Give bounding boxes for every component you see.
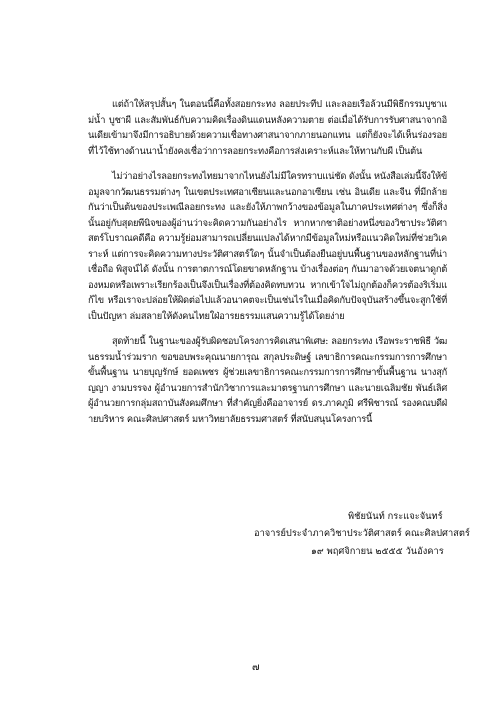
paragraph-origins: แต่ถ้าให้สรุปสั้นๆ ในตอนนี้คือทั้งสอยกระทง ลอยประทีป และลอยเรือล้วนมีพิธีกรรมบูชาแม่น้ำ บูชาผี และสัมพันธ์กับความคิดเรื่องดินแดนหลังความตาย ต่อเมื่อได้รับการรับศาสนาจากอินเดียเข้ามาจึงมีการอธิบายด้วยความเชื่อทางศาสนาจากภายนอกแทน แต่ก็ยังจะได้เห็นร่องรอยที่ไว้ใช้ทางด้านนาน้ำยังคงเชื่อว่าการลอยกระทงคือการส่งเคราะห์และให้ทานกับผี เป็นต้น xyxy=(88,99,447,157)
signature-date: ๑๙ พฤศจิกายน ๒๕๕๕ วันอังคาร xyxy=(311,546,444,557)
signature-name: พิชัยนันท์ กระแจะจันทร์ xyxy=(348,511,443,522)
paragraph-evidence: ไม่ว่าอย่างไรลอยกระทงไทยมาจากไหนยังไม่มีใครทราบแน่ชัด ดังนั้น หนังสือเล่มนี้จึงให้ข้อมูลจากวัฒนธรรมต่างๆ ในเขตประเทศอาเซียนและนอกอาเซียน เช่น อินเดีย และจีน ที่มีกล้ายกันว่าเป็นต้นของประเพณีลอยกระทง และยังให้ภาพกว้างของข้อมูลในภาคประเทศต่างๆ ซึ่งก็สิ่งนั้นอยู่กับสุดยพีนิจของผู้อ่านว่าจะคิดความกันอย่างไร หากหากชาติอย่างหนึ่งของวิชาประวัติศาสตร์โบราณคดีคือ ความรู้ย่อมสามารถเปลี่ยนแปลงได้หากมีข้อมูลใหม่หรือแนวคิดใหม่ที่ช่วยวิเคราะห์ แต่การจะคิดความทางประวัติศาสตร์ใดๆ นั้นจำเป็นต้องยืนอยู่บนพื้นฐานของหลักฐานที่น่าเชื่อถือ พิสูจน์ได้ ดังนั้น การตาตการณ์โดยขาดหลักฐาน บ้างเรื่องต่อๆ กันมาอาจด้วยเจตนาดูกต้องหมดหรือเพราะเรียกร้องเป็นจึงเป็นเรื่องที่ต้องคิดทบทวน หากเข้าใจไม่ถูกต้องก็ควรต้องริเริ่มแก้ไข หรือเราจะปล่อยให้ผิดต่อไปแล้วอนาคตจะเป็นเช่นไรในเมื่อคิดกับปัจจุบันสร้างขึ้นจะสูกใช้ที่เป็นปัญหา ล่มสลายให้ดังคนไทยใฝ่อารยธรรมแสนความรู้ได้โดยง่าย xyxy=(88,171,447,322)
preface-body xyxy=(88,97,447,427)
signature-title: อาจารย์ประจำภาควิชาประวัติศาสตร์ คณะศิลปศาสตร์ xyxy=(254,528,470,539)
page-number: ๗ xyxy=(252,662,260,673)
paragraph-acknowledgements: สุดท้ายนี้ ในฐานะของผู้รับผิดชอบโครงการคิดเสนาพิเศษ: ลอยกระทง เรือพระราชพิธี วัฒนธรรมน้ำร่วมราก ขอขอบพระคุณนายการุณ สกุลประดิษฐ์ เลขาธิการคณะกรรมการการศึกษาขั้นพื้นฐาน นายบุญรักษ์ ยอดเพชร ผู้ช่วยเลขาธิการคณะกรรมการการศึกษาขั้นพื้นฐาน นางสุกัญญา งามบรรจง ผู้อำนวยการสำนักวิชาการและมาตรฐานการศึกษา และนายเฉลิมชัย พันธ์เลิศ ผู้อำนวยการกลุ่มสถาบันสังคมศึกษา ที่สำคัญยิ่งคืออาจารย์ ดร.ภาคภูมิ ศรีพิชารณ์ รองคณบดีฝ่ายบริหาร คณะศิลปศาสตร์ มหาวิทยาลัยธรรมศาสตร์ ที่สนับสนุนโครงการนี้ xyxy=(88,336,447,425)
